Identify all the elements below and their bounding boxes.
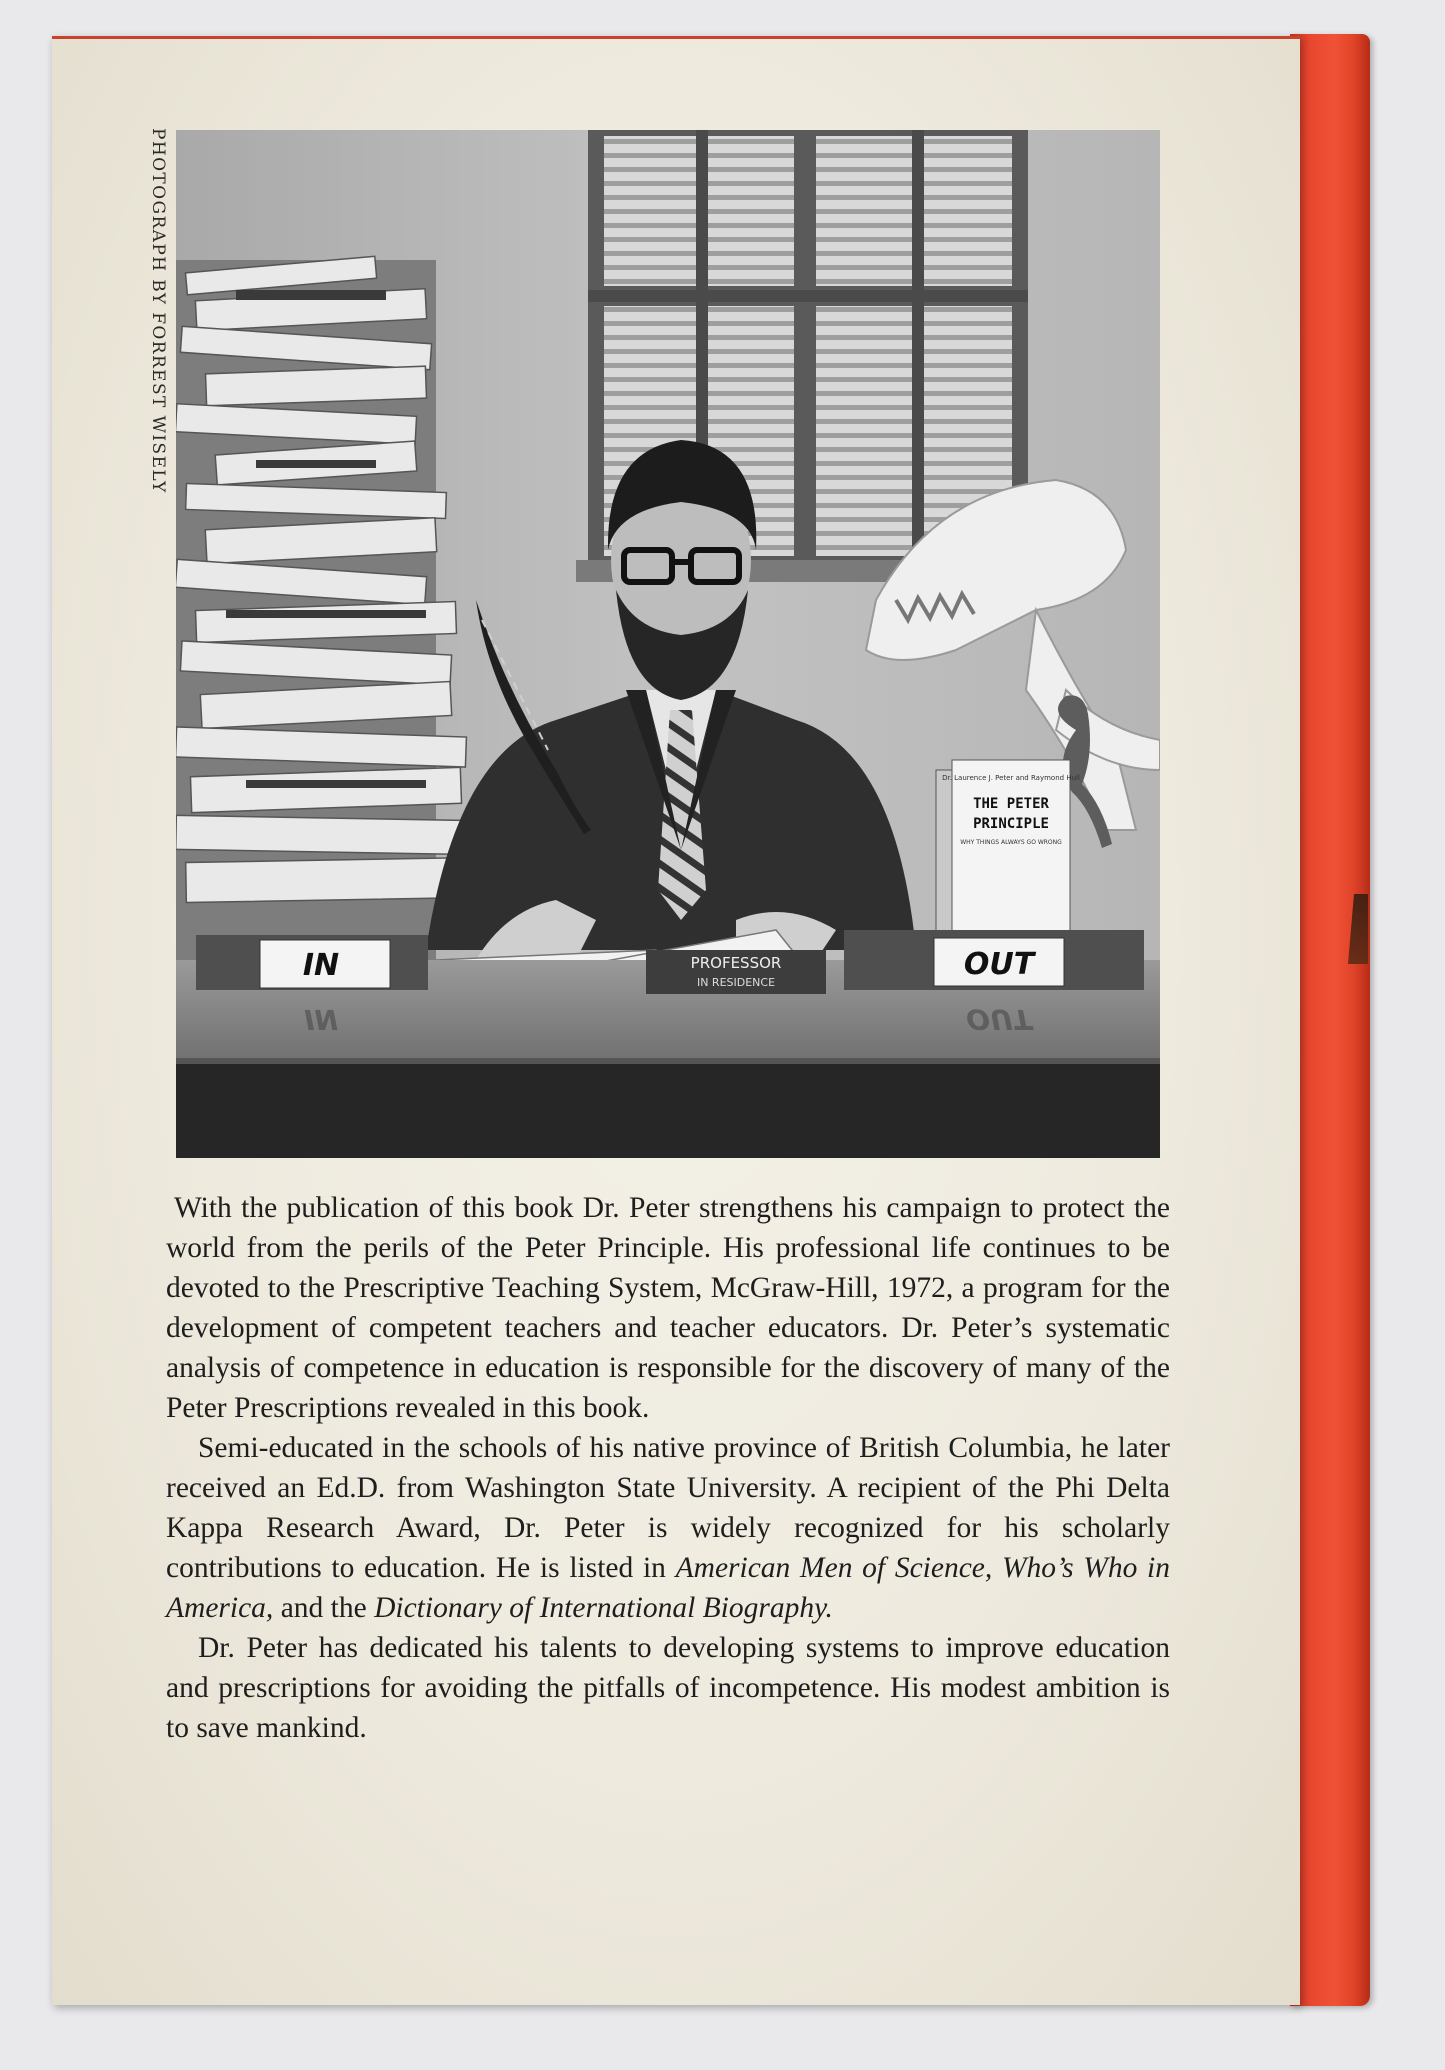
bio-paragraph-2-text-b: and the xyxy=(273,1592,375,1624)
photo-credit: PHOTOGRAPH BY FORREST WISELY xyxy=(148,128,168,494)
out-tray-label: OUT xyxy=(963,947,1035,982)
in-tray-label: IN xyxy=(302,948,340,983)
bio-paragraph-2-text-a: Semi-educated in the schools of his native province of British Columbia, he later received an Ed.D. from Washington State University. A recipient of the Phi Delta Kappa Research Award, Dr. Peter is widely recognized for his scholarly contributions to education. He is listed in xyxy=(166,1432,1170,1584)
out-tray-reflection: OUT xyxy=(966,1003,1032,1036)
book-spine xyxy=(1290,34,1370,2006)
nameplate-line1: PROFESSOR xyxy=(690,954,782,972)
bio-paragraph-1: With the publication of this book Dr. Peter strengthens his campaign to protect the world from the perils of the Peter Principle. His professional life continues to be devoted to the Prescriptive Teaching System, McGraw-Hill, 1972, a program for the development of competent teachers and teacher educators. Dr. Peter’s systematic analysis of competence in education is responsible for the discovery of many of the Peter Prescriptions revealed in this book. xyxy=(166,1192,1170,1424)
bio-paragraph-2 xyxy=(166,1428,1170,1628)
book-authors: Dr. Laurence J. Peter and Raymond Hull xyxy=(942,774,1080,782)
paper-stack xyxy=(176,256,476,960)
book-title-line1: THE PETER xyxy=(973,796,1049,812)
in-tray-reflection: IN xyxy=(304,1003,338,1036)
bio-paragraph-2-italic-2: Dictionary of International Biography. xyxy=(374,1592,833,1624)
book-subtitle: WHY THINGS ALWAYS GO WRONG xyxy=(960,839,1062,846)
bio-paragraph-3: Dr. Peter has dedicated his talents to developing systems to improve education and prescriptions for avoiding the pitfalls of incompetence. His modest ambition is to save mankind. xyxy=(166,1632,1170,1744)
nameplate xyxy=(646,950,826,994)
bio-paragraph-2-italic-1: American Men of Science, Who’s Who in America, xyxy=(166,1552,1171,1624)
author-biography xyxy=(166,1188,1170,1748)
author-photograph xyxy=(176,130,1160,1158)
spine-emblem xyxy=(1348,894,1368,964)
nameplate-line2: IN RESIDENCE xyxy=(696,976,776,989)
book-title-line2: PRINCIPLE xyxy=(973,816,1049,832)
